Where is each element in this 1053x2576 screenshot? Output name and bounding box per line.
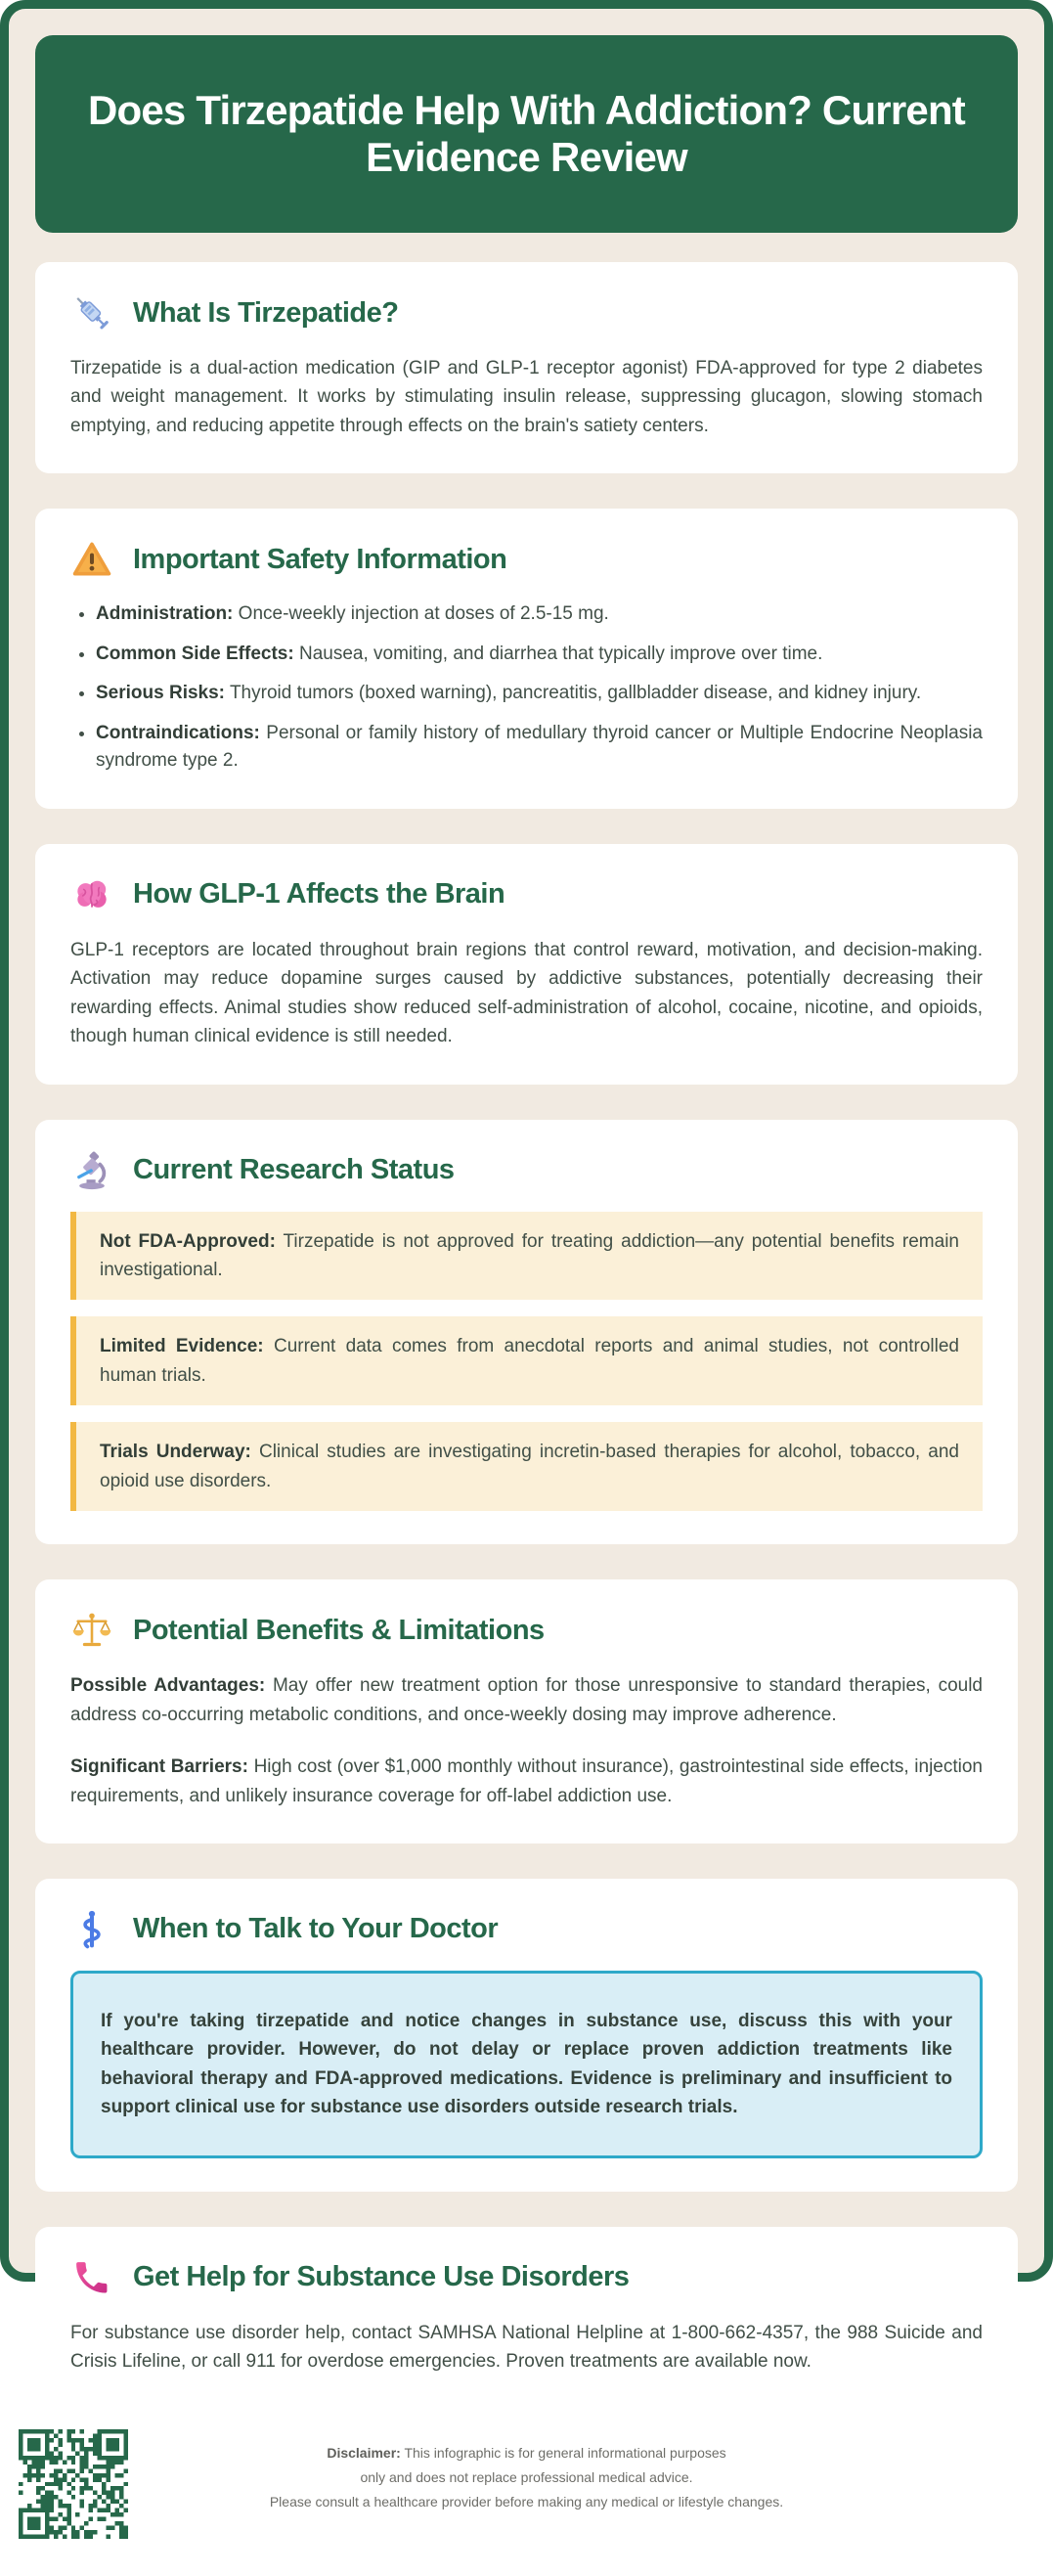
qr-code [19,2429,128,2539]
card-what-is-tirzepatide [35,262,1018,473]
section-title: Potential Benefits & Limitations [133,1614,545,1646]
card-talk-to-doctor [35,1879,1018,2192]
syringe-icon [70,291,113,334]
list-item: • Common Side Effects: Nausea, vomiting, and diarrhea that typically improve over time. [96,641,983,669]
card-get-help [35,2227,1018,2410]
section-header [70,1908,983,1951]
section-body: Possible Advantages: May offer new treatment option for those unresponsive to standard therapies, could address co-occurring metabolic conditions, and once-weekly dosing may improve adherence. [70,1675,983,1725]
footer [35,2410,1018,2576]
scales-icon [70,1609,113,1652]
callout-text: If you're taking tirzepatide and notice changes in substance use, discuss this with your healthcare provider. However, do not delay or replace proven addiction treatments like behavioral therapy and FDA-approved medications. Evidence is preliminary and insufficient to support clinical use for substance use disorders outside research trials. [101,2010,952,2118]
research-note: Limited Evidence: Current data comes from anecdotal reports and animal studies, not controlled human trials. [70,1316,983,1405]
list-item: • Administration: Once-weekly injection at doses of 2.5-15 mg. [96,600,983,629]
caduceus-icon [70,1908,113,1951]
section-body: GLP-1 receptors are located throughout brain regions that control reward, motivation, and decision-making. Activation may reduce dopamine surges caused by addictive substances, potentially decreasing their rewarding effects. Animal studies show reduced self-administration of alcohol, cocaine, nicotine, and opioids, though human clinical evidence is still needed. [70,939,983,1047]
section-title: How GLP-1 Affects the Brain [133,878,505,910]
section-title: Current Research Status [133,1154,455,1186]
section-body: Tirzepatide is a dual-action medication (GIP and GLP-1 receptor agonist) FDA-approved for type 2 diabetes and weight management. It works by stimulating insulin release, suppressing glucagon, slowing stomach emptying, and reducing appetite through effects on the brain's satiety centers. [70,358,983,436]
page-title: Does Tirzepatide Help With Addiction? Current Evidence Review [87,87,965,180]
section-header [70,1609,983,1652]
phone-icon [70,2256,113,2299]
doctor-callout [70,1971,983,2158]
section-title: When to Talk to Your Doctor [133,1913,499,1945]
section-title: Important Safety Information [133,543,507,575]
disclaimer-line: Disclaimer: This infographic is for general informational purposes [327,2444,726,2461]
safety-list [70,600,983,776]
list-item: • Serious Risks: Thyroid tumors (boxed warning), pancreatitis, gallbladder disease, and kidney injury. [96,680,983,708]
brain-icon [70,873,113,916]
card-research-status [35,1120,1018,1545]
warning-icon [70,538,113,581]
disclaimer-line: only and does not replace professional medical advice. [360,2468,693,2485]
list-item: • Contraindications: Personal or family history of medullary thyroid cancer or Multiple Endocrine Neoplasia syndrome type 2. [96,720,983,776]
disclaimer-line: Please consult a healthcare provider before making any medical or lifestyle changes. [269,2493,784,2509]
section-body: For substance use disorder help, contact SAMHSA National Helpline at 1-800-662-4357, the 988 Suicide and Crisis Lifeline, or call 911 for overdose emergencies. Proven treatments are available now. [70,2322,983,2373]
research-note: Not FDA-Approved: Tirzepatide is not approved for treating addiction—any potential benefits remain investigational. [70,1212,983,1301]
section-header [70,1149,983,1192]
research-note: Trials Underway: Clinical studies are investigating incretin-based therapies for alcohol, tobacco, and opioid use disorders. [70,1422,983,1511]
section-body: Significant Barriers: High cost (over $1,000 monthly without insurance), gastrointestinal side effects, injection requirements, and unlikely insurance coverage for off-label addiction use. [70,1756,983,1806]
card-glp1-brain [35,844,1018,1085]
section-header [70,2256,983,2299]
disclaimer [35,2423,1018,2515]
card-safety-information [35,509,1018,809]
microscope-icon [70,1149,113,1192]
section-header [70,873,983,916]
header-banner [35,35,1018,233]
section-header [70,538,983,581]
section-header [70,291,983,334]
section-title: Get Help for Substance Use Disorders [133,2261,630,2293]
card-benefits-limitations [35,1579,1018,1843]
section-title: What Is Tirzepatide? [133,296,399,329]
